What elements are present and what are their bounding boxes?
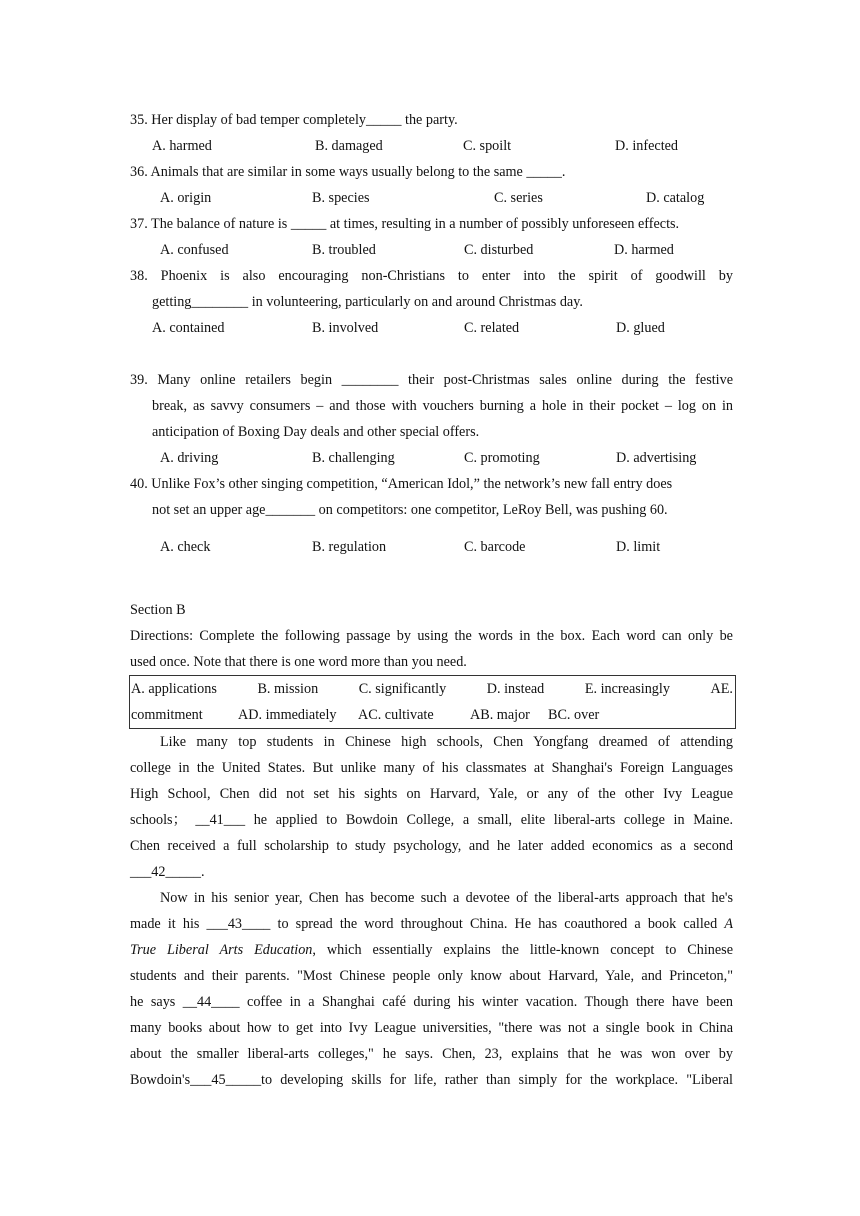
word-option: B. mission — [257, 681, 319, 697]
question-stem-line-1: 38. Phoenix is also encouraging non-Christians to enter into the spirit of goodwill by — [130, 268, 733, 284]
word-box-row-1 — [131, 676, 733, 702]
question-stem: 35. Her display of bad temper completely_____ the party. — [130, 112, 458, 128]
book-title-part: A — [724, 916, 733, 932]
passage-line: ___42_____. — [130, 864, 205, 880]
passage-line: he says __44____ coffee in a Shanghai café during his winter vacation. Though there have been — [130, 994, 733, 1010]
paragraph-1 — [130, 729, 733, 885]
book-title-part: True Liberal Arts Education — [130, 942, 313, 958]
directions-line-1: Directions: Complete the following passage by using the words in the box. Each word can only be — [130, 628, 733, 644]
question-35 — [130, 107, 733, 159]
section-title: Section B — [130, 602, 186, 618]
option-b: B. damaged — [315, 138, 383, 154]
option-a: A. contained — [152, 320, 225, 336]
option-d: D. catalog — [646, 190, 705, 206]
question-stem-line-2: getting________ in volunteering, particularly on and around Christmas day. — [152, 294, 583, 310]
passage-line: Like many top students in Chinese high schools, Chen Yongfang dreamed of attending — [160, 734, 733, 750]
option-a: A. confused — [160, 242, 229, 258]
question-options — [130, 185, 733, 211]
question-stem-line-1: 40. Unlike Fox’s other singing competition, “American Idol,” the network’s new fall entry does — [130, 476, 673, 492]
question-stem-line-3: anticipation of Boxing Day deals and other special offers. — [152, 424, 480, 440]
directions-line-2: used once. Note that there is one word more than you need. — [130, 654, 467, 670]
question-40 — [130, 471, 733, 560]
passage — [130, 729, 733, 1093]
exam-page — [130, 107, 733, 1093]
word-option: C. significantly — [358, 681, 447, 697]
section-b — [130, 597, 733, 1093]
word-box-row-2 — [131, 702, 733, 728]
option-c: C. barcode — [464, 539, 526, 555]
option-c: C. series — [494, 190, 543, 206]
option-d: D. limit — [616, 539, 661, 555]
question-stem-line-2: not set an upper age_______ on competitors: one competitor, LeRoy Bell, was pushing 60. — [152, 502, 668, 518]
option-c: C. spoilt — [463, 138, 512, 154]
question-options — [130, 445, 733, 471]
option-b: B. challenging — [312, 450, 395, 466]
option-b: B. regulation — [312, 539, 387, 555]
word-option: commitment — [131, 707, 203, 723]
passage-line: schools； __41___ he applied to Bowdoin College, a small, elite liberal-arts college in Maine. — [130, 812, 733, 828]
question-stem: 36. Animals that are similar in some ways usually belong to the same _____. — [130, 164, 566, 180]
question-stem: 37. The balance of nature is _____ at times, resulting in a number of possibly unforeseen effects. — [130, 216, 680, 232]
option-b: B. involved — [312, 320, 379, 336]
passage-line: about the smaller liberal-arts colleges," he says. Chen, 23, explains that he was won over by — [130, 1046, 733, 1062]
question-stem-line-1: 39. Many online retailers begin ________ their post-Christmas sales online during the festive — [130, 372, 733, 388]
word-option: AD. immediately — [238, 707, 337, 723]
question-options — [130, 237, 733, 263]
option-c: C. promoting — [464, 450, 540, 466]
word-option: D. instead — [486, 681, 545, 697]
word-option: A. applications — [131, 681, 217, 697]
passage-line: college in the United States. But unlike many of his classmates at Shanghai's Foreign Languages — [130, 760, 733, 776]
question-39 — [130, 367, 733, 471]
question-options — [130, 133, 733, 159]
option-a: A. driving — [160, 450, 219, 466]
question-options — [130, 315, 733, 341]
word-option: E. increasingly — [584, 681, 670, 697]
word-option: BC. over — [548, 707, 600, 723]
word-option: AB. major — [470, 707, 530, 723]
option-c: C. related — [464, 320, 520, 336]
question-37 — [130, 211, 733, 263]
question-options — [130, 534, 733, 560]
option-b: B. troubled — [312, 242, 376, 258]
passage-line: many books about how to get into Ivy League universities, "there was not a single book in China — [130, 1020, 733, 1036]
passage-line: Bowdoin's___45_____to developing skills for life, rather than simply for the workplace. "Liberal — [130, 1072, 733, 1088]
option-a: A. check — [160, 539, 211, 555]
option-c: C. disturbed — [464, 242, 534, 258]
passage-line: made it his ___43____ to spread the word throughout China. He has coauthored a book called A — [130, 916, 733, 932]
option-d: D. infected — [615, 138, 679, 154]
option-b: B. species — [312, 190, 370, 206]
word-option: AC. cultivate — [358, 707, 434, 723]
question-stem-line-2: break, as savvy consumers – and those with vouchers burning a hole in their pocket – log on in — [152, 398, 733, 414]
question-36 — [130, 159, 733, 211]
option-a: A. harmed — [152, 138, 212, 154]
word-option: AE. — [710, 681, 733, 697]
passage-line: High School, Chen did not set his sights on Harvard, Yale, or any of the other Ivy League — [130, 786, 733, 802]
option-d: D. advertising — [616, 450, 697, 466]
option-d: D. harmed — [614, 242, 674, 258]
option-d: D. glued — [616, 320, 665, 336]
passage-line: Now in his senior year, Chen has become such a devotee of the liberal-arts approach that he's — [160, 890, 733, 906]
passage-line: Chen received a full scholarship to study psychology, and he later added economics as a second — [130, 838, 733, 854]
option-a: A. origin — [160, 190, 212, 206]
word-box — [129, 675, 736, 729]
paragraph-2 — [130, 885, 733, 1093]
question-38 — [130, 263, 733, 341]
passage-line: True Liberal Arts Education, which essentially explains the little-known concept to Chinese — [130, 942, 733, 958]
passage-line: students and their parents. "Most Chinese people only know about Harvard, Yale, and Princeton," — [130, 968, 733, 984]
